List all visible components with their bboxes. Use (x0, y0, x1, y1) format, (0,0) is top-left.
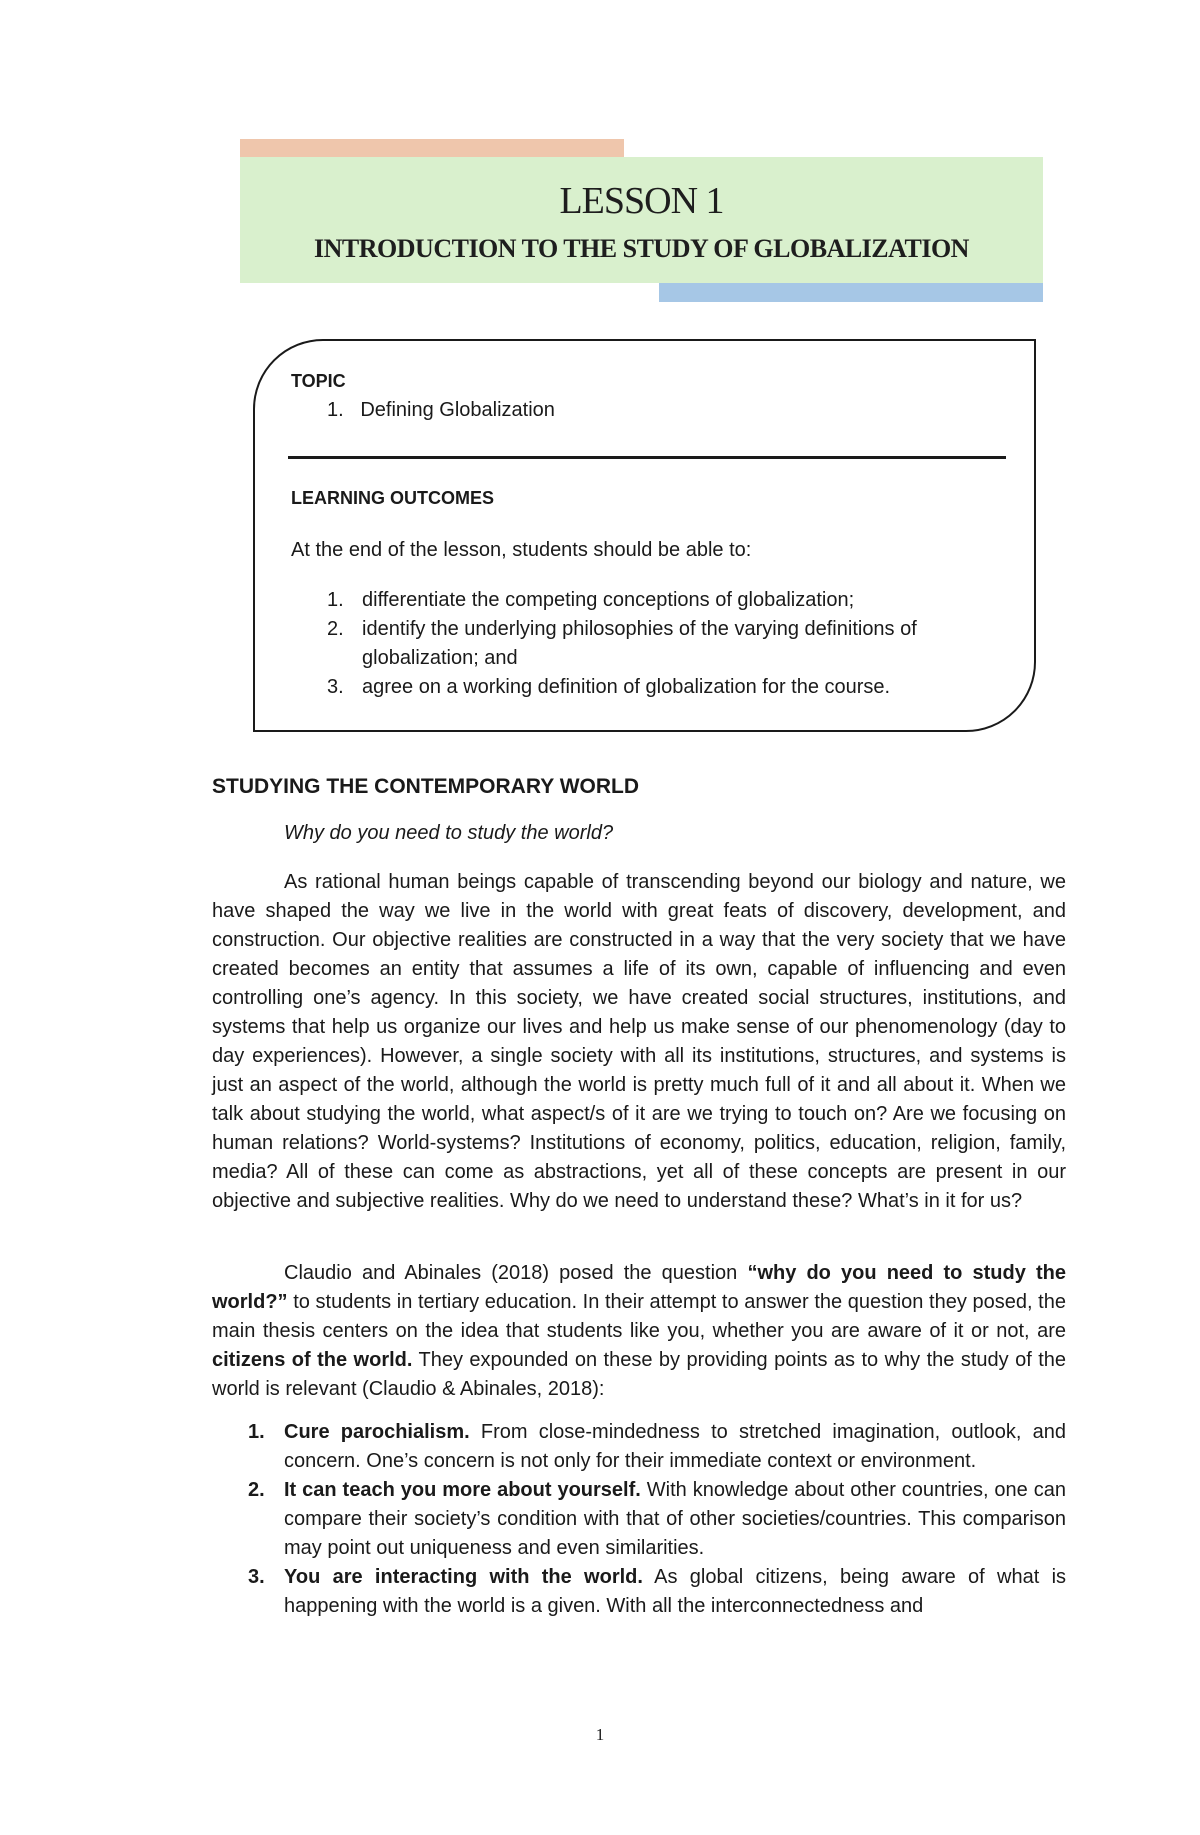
reasons-list (212, 1418, 1066, 1621)
learning-outcomes-label: LEARNING OUTCOMES (291, 488, 495, 508)
list-item-number: 2. (327, 618, 344, 640)
list-item-number: 3. (248, 1566, 265, 1588)
body-paragraph (212, 1259, 1066, 1404)
list-item-text: differentiate the competing conceptions of globalization; (362, 589, 855, 611)
body-paragraph: As rational human beings capable of transcending beyond our biology and nature, we have shaped the way we live in the world with great feats of discovery, development, and construction. Our objective realities are constructed in a way that the very society that we have created becomes an entity that assumes a life of its own, capable of influencing and even controlling one’s agency. In this society, we have created social structures, institutions, and systems that help us organize our lives and help us make sense of our phenomenology (day to day experiences). However, a single society with all its institutions, structures, and systems is just an aspect of the world, although the world is pretty much full of it and all about it. When we talk about studying the world, what aspect/s of it are we trying to touch on? Are we focusing on human relations? World-systems? Institutions of economy, politics, education, religion, family, media? All of these can come as abstractions, yet all of these concepts are present in our objective and subjective realities. Why do we need to understand these? What’s in it for us? (212, 871, 1066, 1212)
list-item-text: From close-mindedness to stretched imagination, outlook, and concern. One’s concern is not only for their immediate context or environment. (284, 1421, 1067, 1472)
list-item-number: 3. (327, 676, 344, 698)
outcomes-intro: At the end of the lesson, students should be able to: (291, 539, 752, 561)
emphasis-text: citizens of the world. (212, 1349, 413, 1371)
list-item-text: identify the underlying philosophies of the varying definitions of globalization; and (362, 618, 917, 669)
list-item-number: 1. (327, 589, 344, 611)
topic-outcomes-box (253, 339, 1036, 732)
paragraph-text: to students in tertiary education. In their attempt to answer the question they posed, the main thesis centers on the idea that students like you, whether you are aware of it or not, are (212, 1291, 1066, 1342)
list-item-title: It can teach you more about yourself. (284, 1479, 641, 1501)
list-item-text: With knowledge about other countries, one can compare their society’s condition with that of other societies/countries. This comparison may point out uniqueness and even similarities. (284, 1479, 1066, 1559)
list-item (212, 1476, 1066, 1563)
box-divider (288, 456, 1006, 459)
list-item-text: agree on a working definition of globalization for the course. (362, 676, 891, 698)
header-top-accent-bar (240, 139, 624, 159)
section-question: Why do you need to study the world? (284, 822, 614, 844)
emphasis-text: “why do you need to study the world?” (212, 1262, 1066, 1313)
topic-item-number: 1. (327, 399, 344, 421)
page-number: 1 (595, 1725, 605, 1744)
paragraph-text: Claudio and Abinales (2018) posed the question (284, 1262, 748, 1284)
header-bottom-accent-bar (659, 283, 1043, 302)
list-item-number: 2. (248, 1479, 265, 1501)
list-item (291, 673, 981, 702)
topic-item (327, 396, 555, 425)
lesson-number: LESSON 1 (559, 180, 724, 222)
topic-label: TOPIC (291, 371, 346, 391)
list-item-title: Cure parochialism. (284, 1421, 470, 1443)
topic-item-text: Defining Globalization (360, 399, 555, 421)
paragraph-text: They expounded on these by providing points as to why the study of the world is relevant (Claudio & Abinales, 2018): (212, 1349, 1066, 1400)
section-heading: STUDYING THE CONTEMPORARY WORLD (212, 775, 640, 798)
list-item-number: 1. (248, 1421, 265, 1443)
outcomes-list (291, 586, 981, 702)
list-item (212, 1418, 1066, 1476)
list-item (291, 615, 981, 673)
lesson-header (240, 157, 1043, 283)
list-item-text: As global citizens, being aware of what is happening with the world is a given. With all the interconnectedness and (284, 1566, 1067, 1617)
list-item (212, 1563, 1066, 1621)
list-item (291, 586, 981, 615)
list-item-title: You are interacting with the world. (284, 1566, 643, 1588)
lesson-title: INTRODUCTION TO THE STUDY OF GLOBALIZATION (314, 234, 969, 263)
